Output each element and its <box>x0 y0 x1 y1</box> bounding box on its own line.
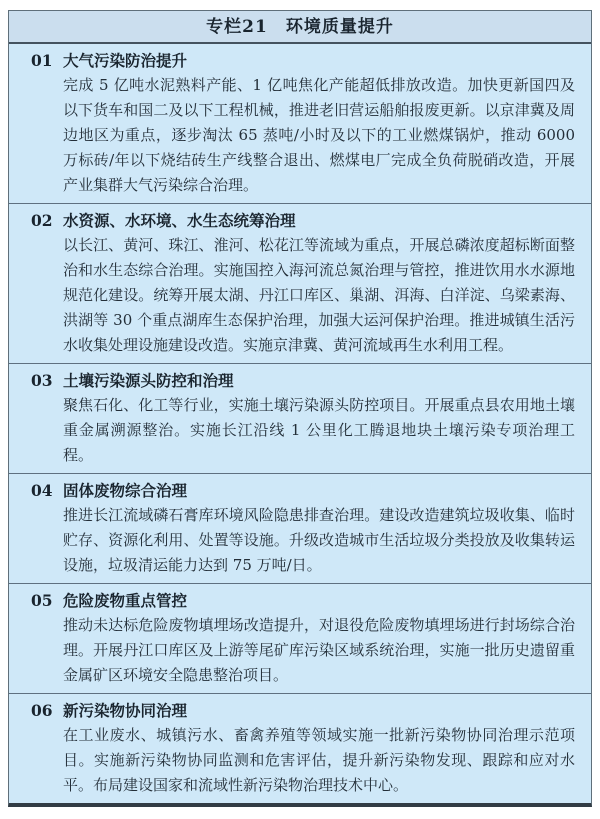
section-body: 聚焦石化、化工等行业，实施土壤污染源头防控项目。开展重点县农用地土壤重金属溯源整治。实施长江沿线 1 公里化工腾退地块土壤污染专项治理工程。 <box>63 396 575 464</box>
section-heading-row <box>9 478 575 503</box>
section-title: 水资源、水环境、水生态统筹治理 <box>63 211 296 230</box>
section-03 <box>9 363 591 473</box>
section-number: 05 <box>31 591 53 610</box>
section-number: 04 <box>31 481 53 500</box>
section-heading-row <box>9 698 575 723</box>
section-heading-row <box>9 368 575 393</box>
section-title: 土壤污染源头防控和治理 <box>63 371 234 390</box>
section-04 <box>9 473 591 583</box>
panel-title: 专栏21 环境质量提升 <box>206 17 394 37</box>
section-number: 01 <box>31 51 53 70</box>
column-panel <box>8 10 592 807</box>
section-heading-row <box>9 48 575 73</box>
section-heading-row <box>9 588 575 613</box>
panel-header <box>9 11 591 44</box>
section-02 <box>9 203 591 363</box>
section-title: 大气污染防治提升 <box>63 51 188 70</box>
section-body: 以长江、黄河、珠江、淮河、松花江等流域为重点，开展总磷浓度超标断面整治和水生态综合治理。实施国控入海河流总氮治理与管控，推进饮用水水源地规范化建设。统筹开展太湖、丹江口库区、巢湖、洱海、白洋淀、乌梁素海、洪湖等 30 个重点湖库生态保护治理，加强大运河保护治理。推进城镇生活污水收集处理设施建设改造。实施京津冀、黄河流域再生水利用工程。 <box>63 236 575 354</box>
section-number: 02 <box>31 211 53 230</box>
section-body: 推动未达标危险废物填埋场改造提升，对退役危险废物填埋场进行封场综合治理。开展丹江口库区及上游等尾矿库污染区域系统治理，实施一批历史遗留重金属矿区环境安全隐患整治项目。 <box>63 616 575 684</box>
section-body: 推进长江流域磷石膏库环境风险隐患排查治理。建设改造建筑垃圾收集、临时贮存、资源化利用、处置等设施。升级改造城市生活垃圾分类投放及收集转运设施，垃圾清运能力达到 75 万吨/日。 <box>63 506 575 574</box>
section-title: 危险废物重点管控 <box>63 591 188 610</box>
section-title: 新污染物协同治理 <box>63 701 188 720</box>
section-01 <box>9 44 591 203</box>
section-06 <box>9 693 591 803</box>
section-05 <box>9 583 591 693</box>
section-heading-row <box>9 208 575 233</box>
section-body: 在工业废水、城镇污水、畜禽养殖等领域实施一批新污染物协同治理示范项目。实施新污染物协同监测和危害评估，提升新污染物发现、跟踪和应对水平。布局建设国家和流域性新污染物治理技术中心。 <box>63 726 575 794</box>
section-title: 固体废物综合治理 <box>63 481 188 500</box>
section-number: 03 <box>31 371 53 390</box>
section-body: 完成 5 亿吨水泥熟料产能、1 亿吨焦化产能超低排放改造。加快更新国四及以下货车和国二及以下工程机械，推进老旧营运船舶报废更新。以京津冀及周边地区为重点，逐步淘汰 65 蒸吨/小时及以下的工业燃煤锅炉，推动 6000 万标砖/年以下烧结砖生产线整合退出、燃煤电厂完成全负荷脱硝改造，开展产业集群大气污染综合治理。 <box>63 76 575 194</box>
section-number: 06 <box>31 701 53 720</box>
